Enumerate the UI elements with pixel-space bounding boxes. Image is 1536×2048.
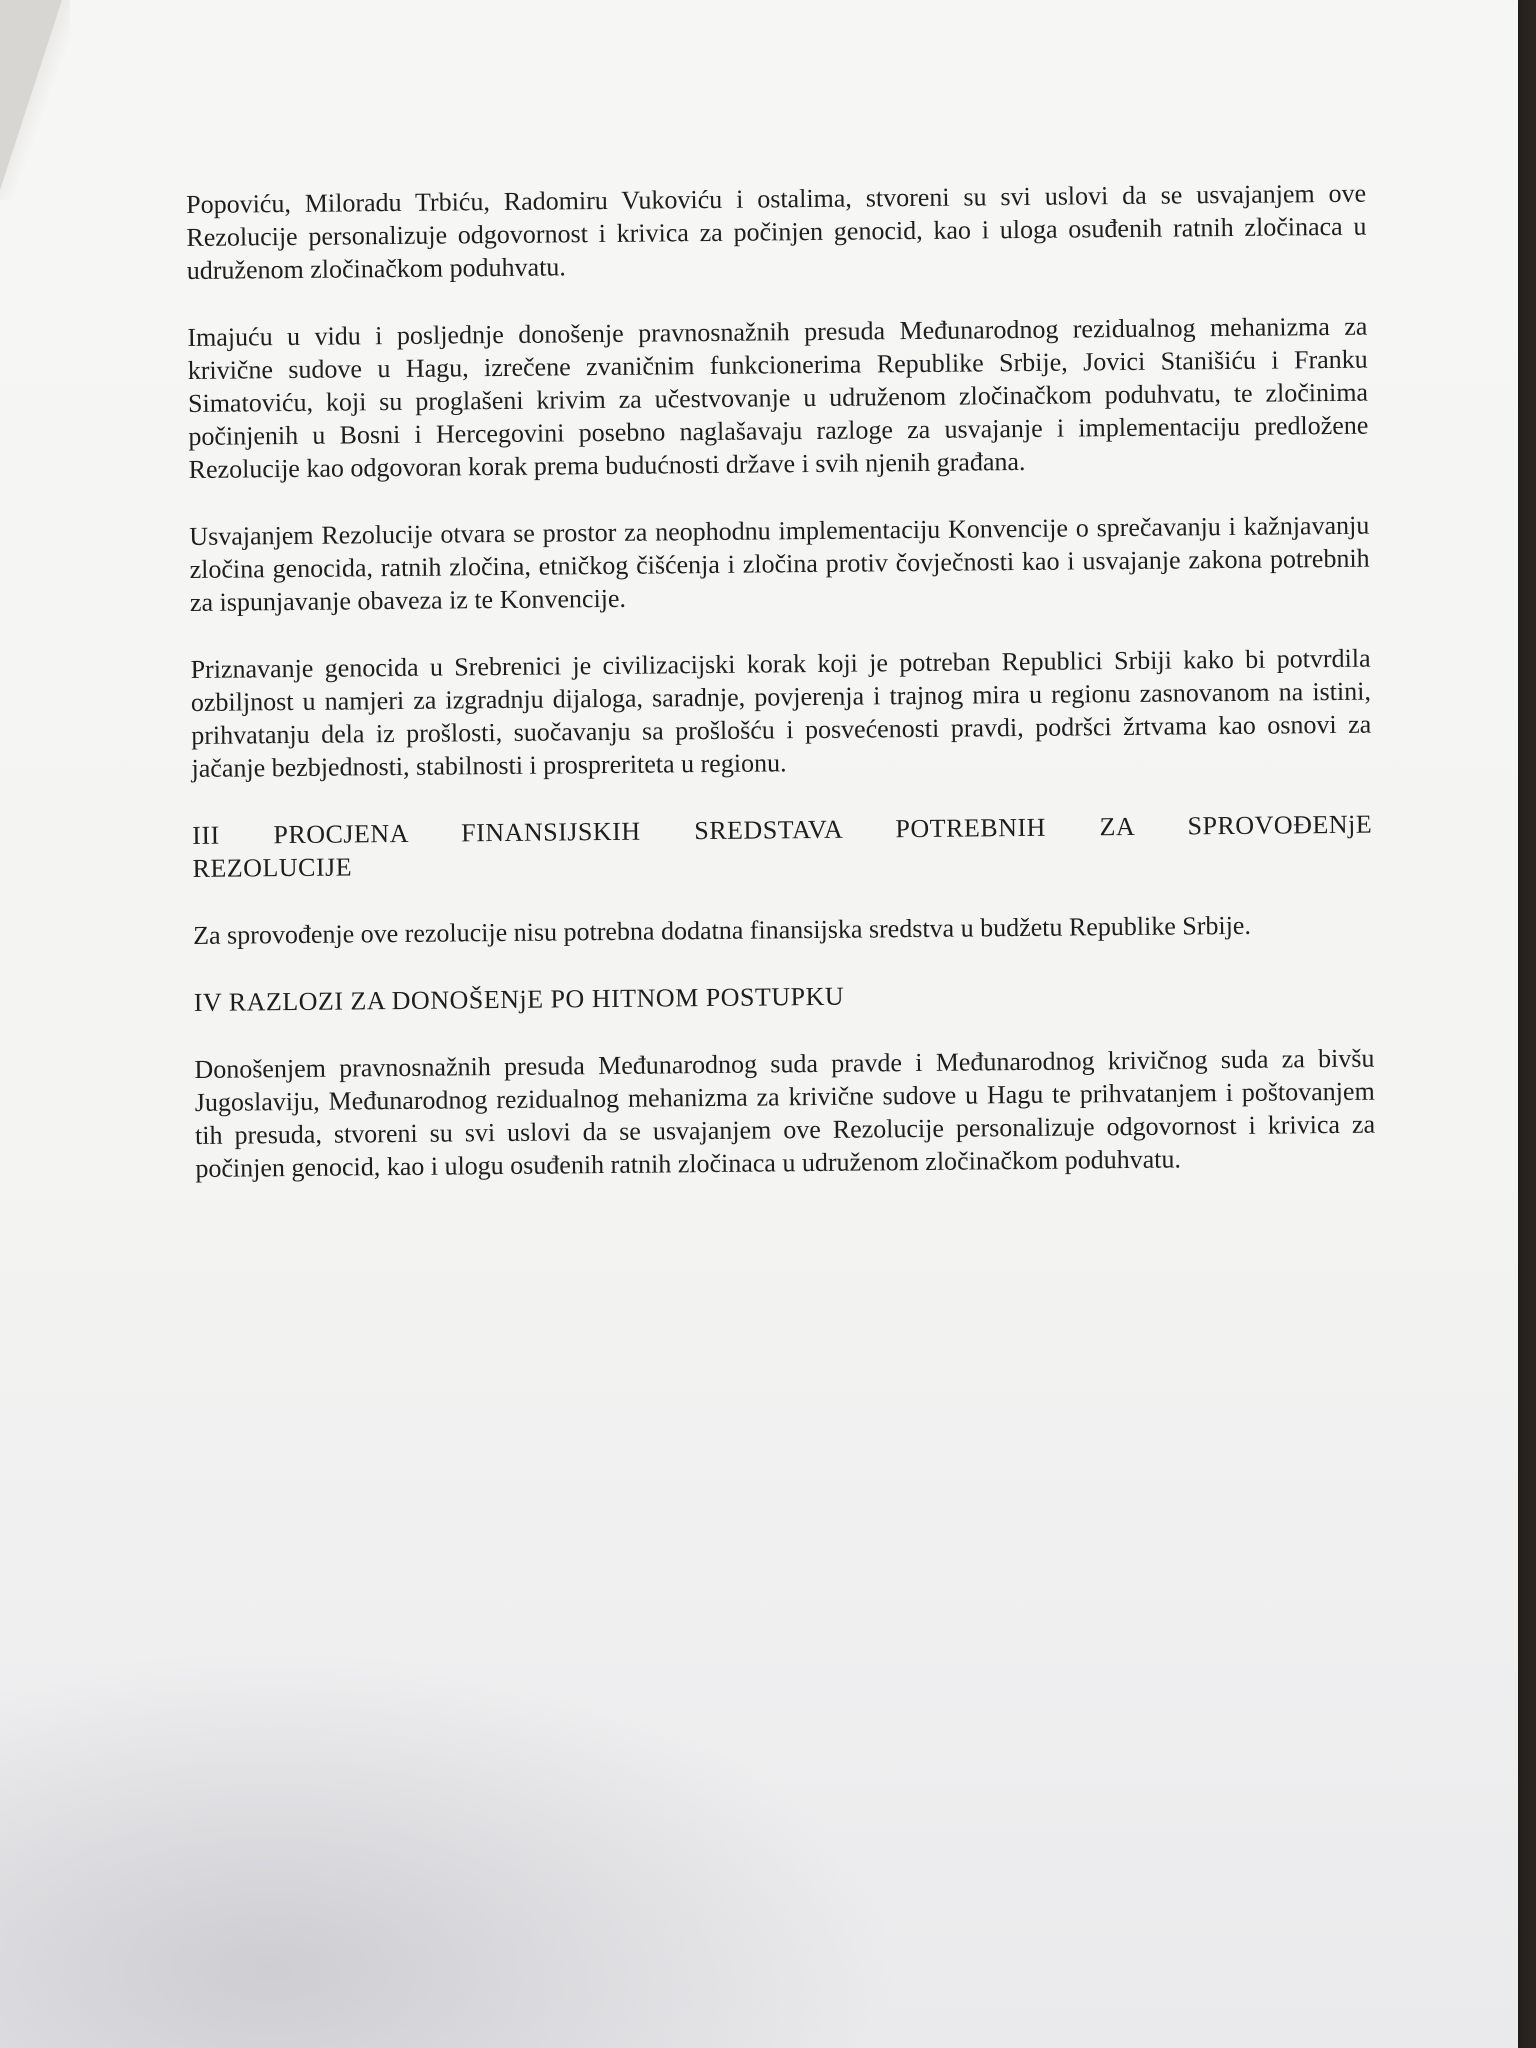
paragraph-3: Usvajanjem Rezolucije otvara se prostor za neophodnu implementaciju Konvencije o sprečavanju i kažnjavanju zločina genocida, ratnih zločina, etničkog čišćenja i zločina protiv čovječnosti kao i usvajanje zakona potrebnih za ispunjavanje obaveza iz te Konvencije. <box>189 510 1370 617</box>
document-body <box>186 177 1376 1219</box>
paragraph-2: Imajuću u vidu i posljednje donošenje pravnosnažnih presuda Međunarodnog rezidualnog mehanizma za krivične sudove u Hagu, izrečene zvaničnim funkcionerima Republike Srbije, Jovici Stanišiću i Franku Simatoviću, koji su proglašeni krivim za učestvovanje u udruženom zločinačkom poduhvatu, te zločinima počinjenih u Bosni i Hercegovini posebno naglašavaju razloge za usvajanje i implementaciju predložene Rezolucije kao odgovoran korak prema budućnosti države i svih njenih građana. <box>187 311 1369 484</box>
page-shadow <box>0 1650 900 2048</box>
section-3-body: Za sprovođenje ove rezolucije nisu potrebna dodatna finansijska sredstva u budžetu Republike Srbije. <box>193 910 1252 950</box>
paragraph-4: Priznavanje genocida u Srebrenici je civilizacijski korak koji je potreban Republici Srbiji kako bi potvrdila ozbiljnost u namjeri za izgradnju dijaloga, saradnje, povjerenja i trajnog mira u regionu zasnovanom na istini, prihvatanju dela iz prošlosti, suočavanju sa prošlošću i posvećenosti pravdi, podršci žrtvama kao osnovi za jačanje bezbjednosti, stabilnosti i prospreriteta u regionu. <box>190 643 1372 783</box>
section-4-heading: IV RAZLOZI ZA DONOŠENjE PO HITNOM POSTUPKU <box>193 981 845 1017</box>
section-4-body: Donošenjem pravnosnažnih presuda Međunarodnog suda pravde i Međunarodnog krivičnog suda za bivšu Jugoslaviju, Međunarodnog rezidualnog mehanizma za krivične sudove u Hagu te prihvatanjem i poštovanjem tih presuda, stvoreni su svi uslovi da se usvajanjem ove Rezolucije personalizuje odgovornost i krivica za počinjen genocid, kao i ulogu osuđenih ratnih zločinaca u udruženom zločinačkom poduhvatu. <box>194 1043 1376 1183</box>
section-3-heading: III PROCJENA FINANSIJSKIH SREDSTAVA POTREBNIH ZA SPROVOĐENjE REZOLUCIJE <box>192 809 1373 883</box>
folded-corner <box>0 0 62 190</box>
paragraph-1: Popoviću, Miloradu Trbiću, Radomiru Vukoviću i ostalima, stvoreni su svi uslovi da se usvajanjem ove Rezolucije personalizuje odgovornost i krivica za počinjen genocid, kao i uloga osuđenih ratnih zločinaca u udruženom zločinačkom poduhvatu. <box>186 178 1367 285</box>
